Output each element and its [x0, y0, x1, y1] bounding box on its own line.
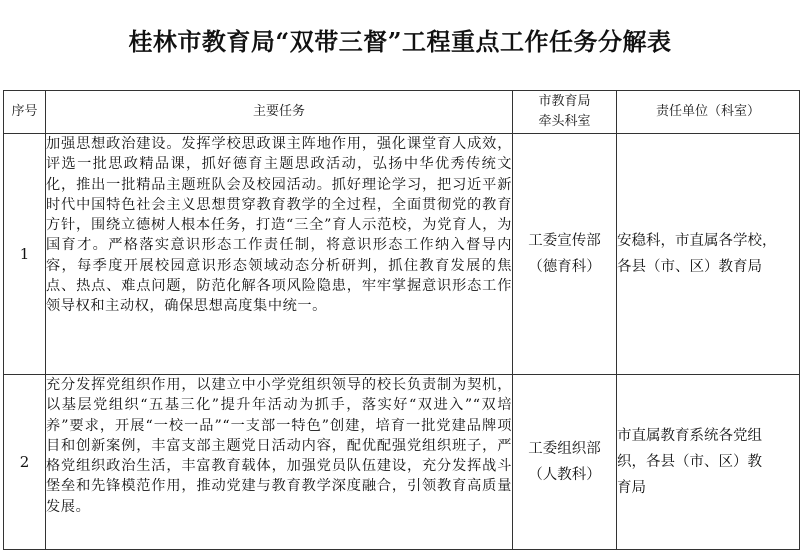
table-row — [4, 375, 800, 550]
row-task: 加强思想政治建设。发挥学校思政课主阵地作用，强化课堂育人成效，评选一批思政精品课，抓好德育主题思政活动，弘扬中华优秀传统文化，推出一批精品主题班队会及校园活动。抓好理论学习，把习近平新时代中国特色社会主义思想贯穿教育教学的全过程，全面贯彻党的教育方针，围绕立德树人根本任务，打造“三全”育人示范校，为党育人，为国育才。严格落实意识形态工作责任制，将意识形态工作纳入督导内容，每季度开展校园意识形态领域动态分析研判，抓住教育发展的焦点、热点、难点问题，防范化解各项风险隐患，牢牢掌握意识形态工作领导权和主动权，确保思想高度集中统一。 — [46, 134, 513, 375]
row-units-line2: 各县（市、区）教育局 — [617, 259, 762, 275]
header-units: 责任单位（科室） — [617, 91, 800, 134]
task-table — [3, 90, 800, 550]
page-title: 桂林市教育局“双带三督”工程重点工作任务分解表 — [128, 27, 672, 56]
row-index: 1 — [4, 134, 46, 375]
row-units — [617, 375, 800, 550]
row-units-line1: 市直属教育系统各党组 — [617, 428, 762, 444]
row-lead-line2: （德育科） — [528, 259, 601, 275]
table-header-row — [4, 91, 800, 134]
row-units-line2: 织，各县（市、区）教 — [617, 454, 762, 470]
row-index: 2 — [4, 375, 46, 550]
row-task: 充分发挥党组织作用，以建立中小学党组织领导的校长负责制为契机，以基层党组织“五基三化”提升年活动为抓手，落实好“双进入”“双培养”要求，开展“一校一品”“一支部一特色”创建，培育一批党建品牌项目和创新案例，丰富支部主题党日活动内容，配优配强党组织班子，严格党组织政治生活，丰富教育载体，加强党员队伍建设，充分发挥战斗堡垒和先锋模范作用，推动党建与教育教学深度融合，引领教育高质量发展。 — [46, 375, 513, 550]
header-index: 序号 — [4, 91, 46, 134]
row-lead-dept — [513, 375, 617, 550]
row-lead-line2: （人教科） — [528, 467, 601, 483]
row-lead-line1: 工委组织部 — [528, 441, 601, 457]
row-units-line1: 安稳科，市直属各学校， — [617, 233, 777, 249]
row-units-line3: 育局 — [617, 480, 646, 496]
header-lead-dept — [513, 91, 617, 134]
row-lead-line1: 工委宣传部 — [528, 233, 601, 249]
header-lead-line1: 市教育局 — [538, 94, 591, 109]
header-task: 主要任务 — [46, 91, 513, 134]
header-lead-line2: 牵头科室 — [538, 114, 591, 129]
row-units — [617, 134, 800, 375]
table-row — [4, 134, 800, 375]
row-lead-dept — [513, 134, 617, 375]
